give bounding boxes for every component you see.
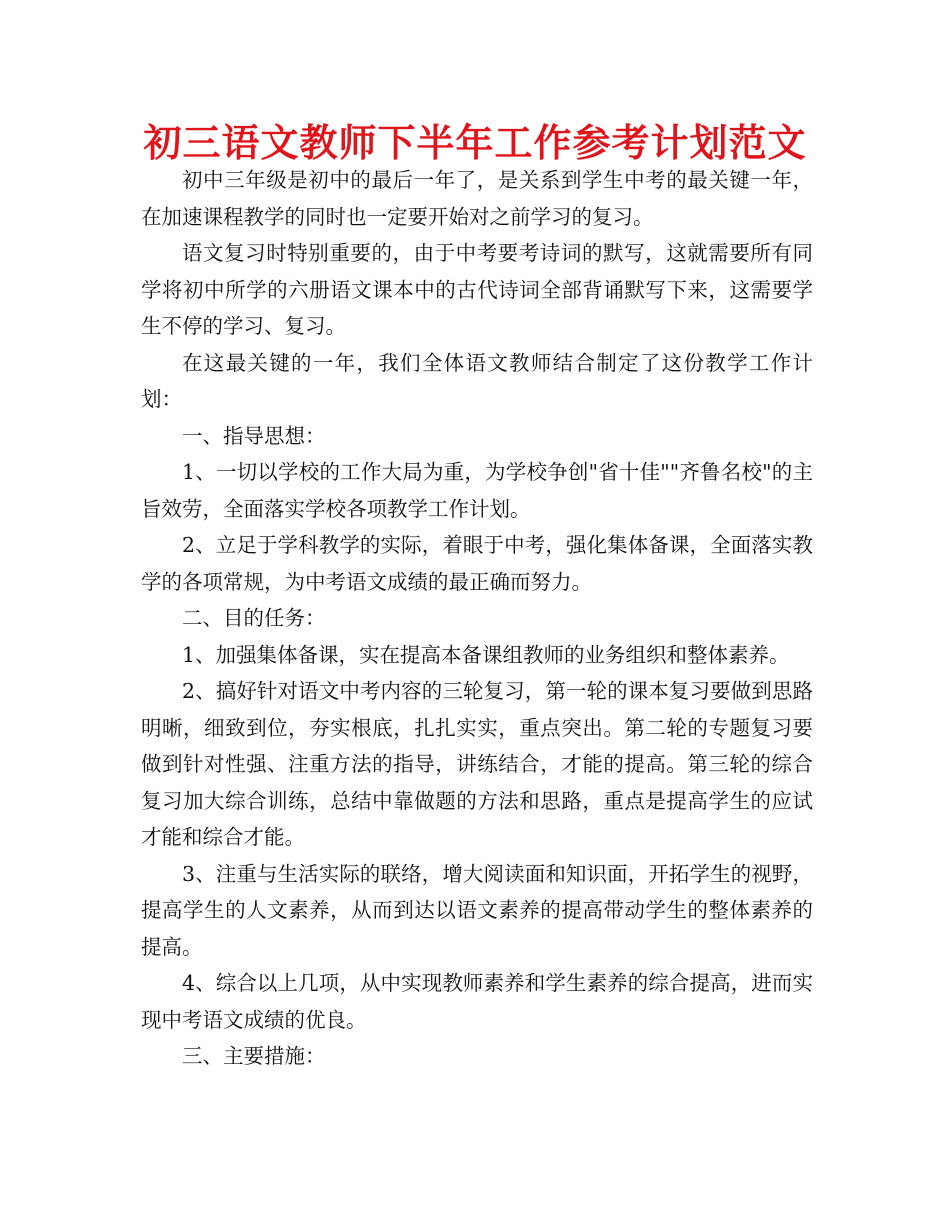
list-item-guiding-1: 1、一切以学校的工作大局为重，为学校争创"省十佳""齐鲁名校"的主旨效劳，全面落实学校各项教学工作计划。	[141, 460, 813, 521]
section-heading-measures: 三、主要措施：	[182, 1044, 326, 1068]
document-title: 初三语文教师下半年工作参考计划范文	[143, 121, 807, 165]
section-heading-guiding-thought: 一、指导思想：	[182, 423, 326, 448]
paragraph-intro: 初中三年级是初中的最后一年了，是关系到学生中考的最关键一年，在加速课程教学的同时也一定要开始对之前学习的复习。	[141, 168, 813, 229]
document-body	[141, 162, 813, 1075]
paragraph-review: 语文复习时特别重要的，由于中考要考诗词的默写，这就需要所有同学将初中所学的六册语文课本中的古代诗词全部背诵默写下来，这需要学生不停的学习、复习。	[141, 241, 813, 338]
list-item-goal-3: 3、注重与生活实际的联络，增大阅读面和知识面，开拓学生的视野，提高学生的人文素养，从而到达以语文素养的提高带动学生的整体素养的提高。	[141, 861, 813, 959]
list-item-guiding-2: 2、立足于学科教学的实际，着眼于中考，强化集体备课，全面落实教学的各项常规，为中考语文成绩的最正确而努力。	[141, 533, 813, 594]
list-item-goal-4: 4、综合以上几项，从中实现教师素养和学生素养的综合提高，进而实现中考语文成绩的优良。	[141, 971, 813, 1032]
section-heading-goals: 二、目的任务：	[182, 606, 326, 630]
paragraph-plan-intro: 在这最关键的一年，我们全体语文教师结合制定了这份教学工作计划：	[141, 350, 813, 411]
list-item-goal-2: 2、搞好针对语文中考内容的三轮复习，第一轮的课本复习要做到思路明晰，细致到位，夯实根底，扎扎实实，重点突出。第二轮的专题复习要做到针对性强、注重方法的指导，讲练结合，才能的提高。第三轮的综合复习加大综合训练，总结中靠做题的方法和思路，重点是提高学生的应试才能和综合才能。	[141, 679, 813, 849]
list-item-goal-1: 1、加强集体备课，实在提高本备课组教师的业务组织和整体素养。	[182, 642, 790, 667]
